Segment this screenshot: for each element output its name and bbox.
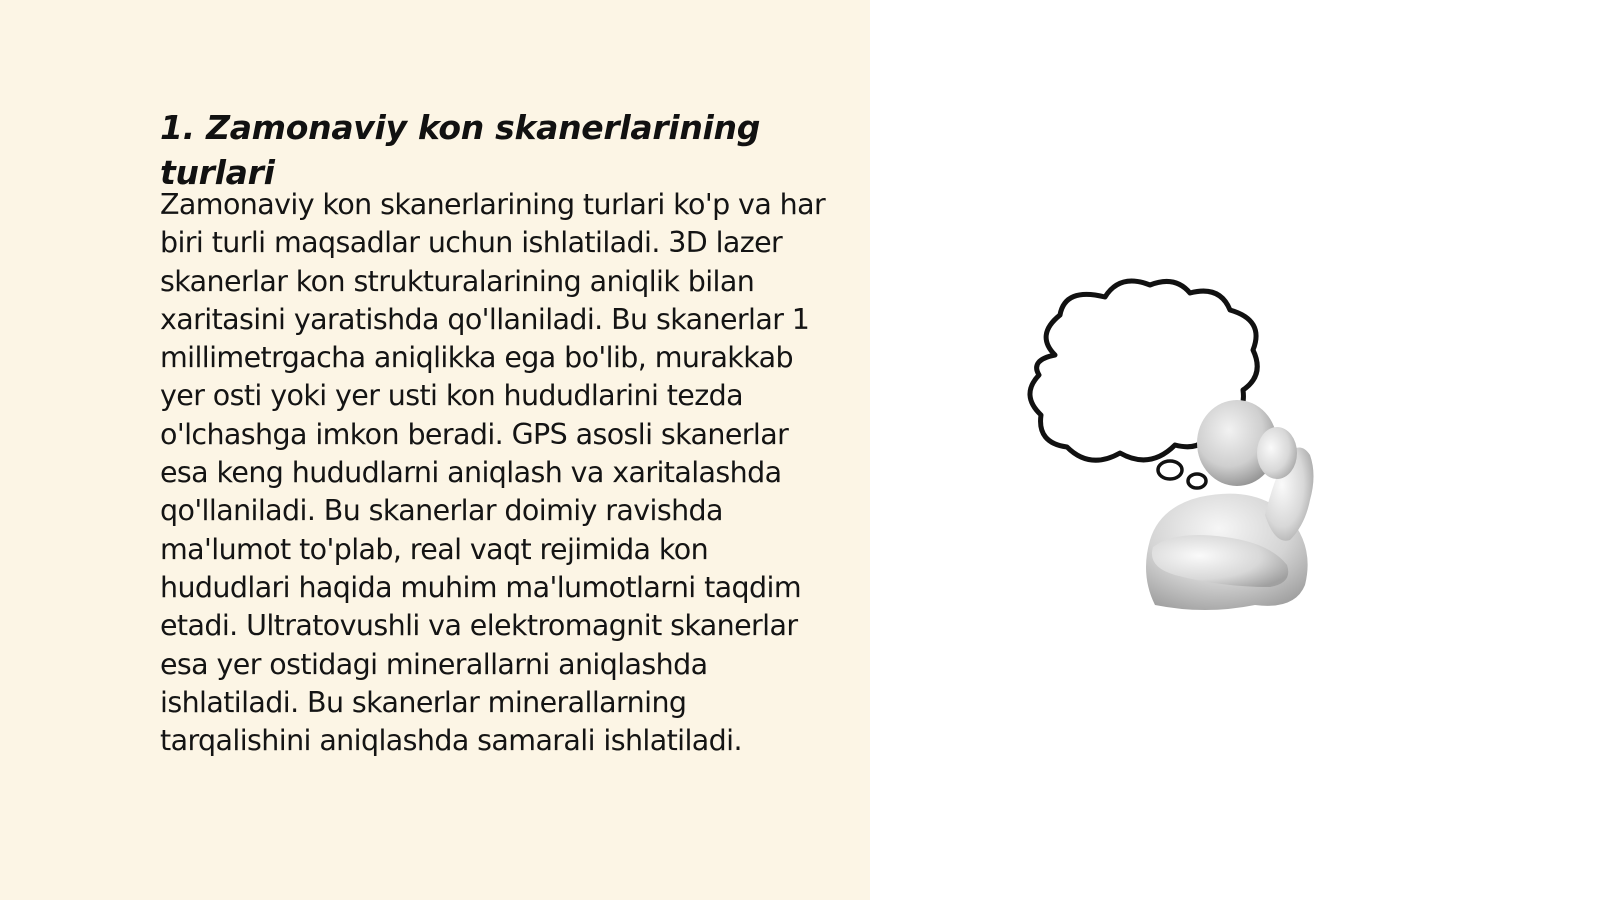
thinking-person-icon	[1025, 275, 1345, 615]
slide-title: 1. Zamonaviy kon skanerlarining turlari	[160, 108, 761, 192]
slide-body-text: Zamonaviy kon skanerlarining turlari ko'p va har biri turli maqsadlar uchun ishlatiladi. 3D lazer skanerlar kon strukturalarining aniqlik bilan xaritasini yaratishda qo'llaniladi. Bu skanerlar 1 millimetrgacha aniqlikka ega bo'lib, murakkab yer osti yoki yer usti kon hududlarini tezda o'lchashga imkon beradi. GPS asosli skanerlar esa keng hududlarni aniqlash va xaritalashda qo'llaniladi. Bu skanerlar doimiy ravishda ma'lumot to'plab, real vaqt rejimida kon hududlari haqida muhim ma'lumotlarni taqdim etadi. Ultratovushli va elektromagnit skanerlar esa yer ostidagi minerallarni aniqlashda ishlatiladi. Bu skanerlar minerallarning tarqalishini aniqlashda samarali ishlatiladi.	[160, 188, 826, 758]
